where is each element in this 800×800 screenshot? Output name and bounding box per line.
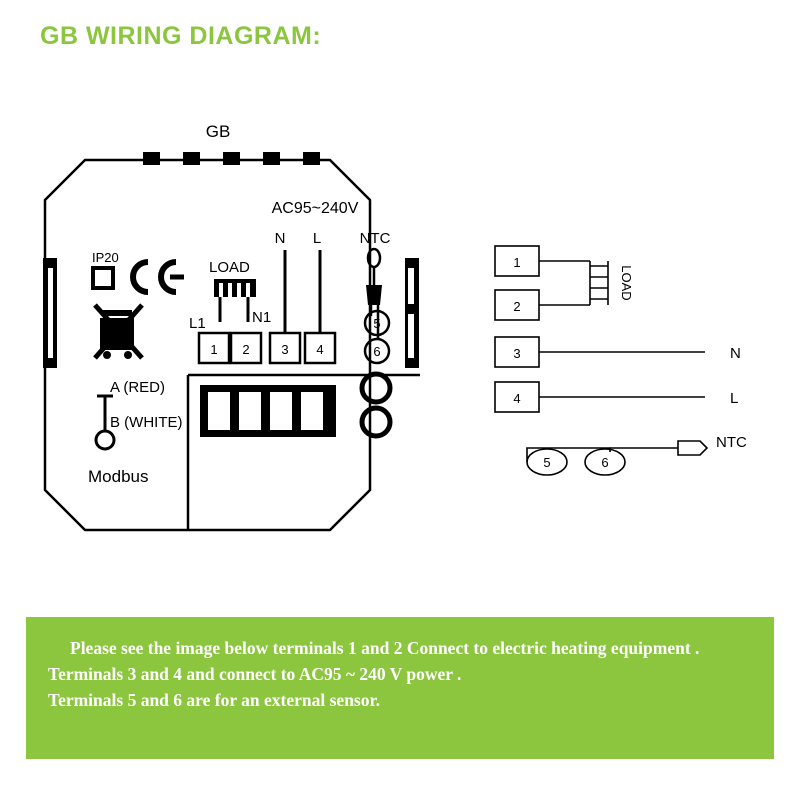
legend-terminal-5-number: 5: [543, 455, 551, 470]
terminal-6-number: 6: [373, 344, 381, 359]
load-label: LOAD: [209, 259, 250, 276]
terminal-4-number: 4: [316, 342, 324, 357]
terminal-l1-label: L1: [189, 315, 206, 332]
terminal-block-lower: [200, 385, 336, 437]
legend-terminal-6-number: 6: [601, 455, 609, 470]
modbus-b-label: B (WHITE): [110, 414, 183, 431]
legend-n-label: N: [730, 345, 741, 362]
legend-terminal-4-number: 4: [513, 391, 521, 406]
modbus-a-label: A (RED): [110, 379, 166, 396]
terminal-3-number: 3: [281, 342, 289, 357]
device-name-label: GB: [205, 122, 231, 141]
voltage-label: AC95~240V: [271, 200, 359, 217]
legend-load-group: [495, 246, 634, 320]
legend-live-group: [495, 382, 738, 412]
device-ntc-label: NTC: [359, 230, 391, 247]
terminal-2-number: 2: [242, 342, 250, 357]
ip-rating-label: IP20: [92, 250, 119, 265]
legend-sensor-group: [527, 434, 747, 475]
terminal-n-label: N: [274, 230, 286, 247]
note-line-3: Terminals 5 and 6 are for an external sensor.: [48, 690, 381, 710]
legend-terminal-3-number: 3: [513, 346, 521, 361]
legend-terminal-1-number: 1: [513, 255, 521, 270]
notes-panel: [26, 617, 774, 759]
terminal-5-number: 5: [373, 316, 381, 331]
legend-load-label: LOAD: [619, 265, 634, 301]
note-line-1: Please see the image below terminals 1 and 2 Connect to electric heating equipment .: [70, 638, 700, 658]
legend-l-label: L: [730, 390, 739, 407]
legend-ntc-label: NTC: [716, 434, 747, 451]
legend-neutral-group: [495, 337, 741, 367]
page-title: GB WIRING DIAGRAM:: [40, 22, 322, 50]
terminal-1-number: 1: [210, 342, 218, 357]
note-line-2: Terminals 3 and 4 and connect to AC95 ~ 240 V power .: [48, 664, 462, 684]
terminal-l-label: L: [312, 230, 322, 247]
modbus-title-label: Modbus: [88, 467, 149, 486]
terminal-n1-label: N1: [252, 309, 272, 326]
legend-terminal-2-number: 2: [513, 299, 521, 314]
